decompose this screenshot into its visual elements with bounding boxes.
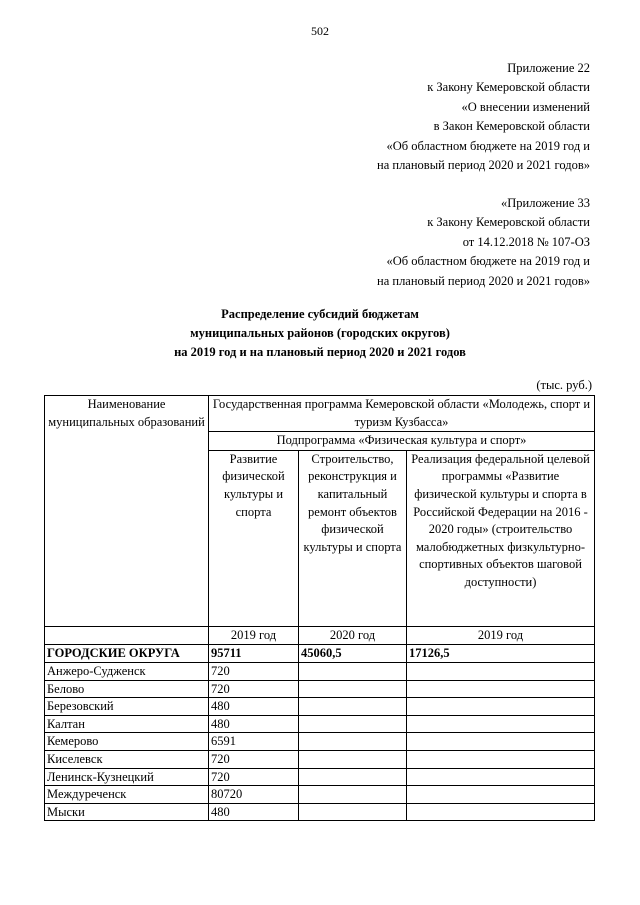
row-col1: 6591: [209, 733, 299, 751]
table-row: [45, 715, 595, 733]
row-col2: [299, 680, 407, 698]
page-number: 502: [311, 24, 329, 38]
appendix-line: на плановый период 2020 и 2021 годов»: [377, 273, 590, 288]
row-col2: [299, 715, 407, 733]
appendix-line: в Закон Кемеровской области: [433, 119, 590, 134]
row-col2: [299, 786, 407, 804]
row-col1: 720: [209, 750, 299, 768]
row-col2: [299, 768, 407, 786]
col1-header: Развитие физической культуры и спорта: [209, 450, 299, 626]
row-col3: [407, 803, 595, 821]
row-name: Киселевск: [45, 750, 209, 768]
row-col2: [299, 803, 407, 821]
table-row: [45, 750, 595, 768]
table-row: [45, 662, 595, 680]
row-name: Калтан: [45, 715, 209, 733]
row-name: Березовский: [45, 698, 209, 716]
row-col3: [407, 768, 595, 786]
row-col1: 480: [209, 715, 299, 733]
appendix-33-header: [377, 194, 590, 291]
table-row: [45, 698, 595, 716]
row-col3: [407, 733, 595, 751]
appendix-line: к Закону Кемеровской области: [427, 80, 590, 95]
row-name: ГОРОДСКИЕ ОКРУГА: [45, 645, 209, 663]
row-name: Ленинск-Кузнецкий: [45, 768, 209, 786]
col3-year: 2019 год: [407, 626, 595, 645]
units-label: (тыс. руб.): [536, 378, 592, 392]
appendix-line: Приложение 22: [507, 61, 590, 75]
appendix-line: к Закону Кемеровской области: [427, 215, 590, 230]
row-col1: 720: [209, 680, 299, 698]
title-line: муниципальных районов (городских округов): [190, 326, 450, 340]
appendix-22-header: [377, 59, 590, 175]
col1-year: 2019 год: [209, 626, 299, 645]
row-name: Анжеро-Судженск: [45, 662, 209, 680]
row-col3: [407, 698, 595, 716]
table-row: [45, 733, 595, 751]
appendix-line: на плановый период 2020 и 2021 годов»: [377, 158, 590, 173]
row-col3: [407, 662, 595, 680]
row-name: Междуреченск: [45, 786, 209, 804]
row-col2: [299, 733, 407, 751]
col2-year: 2020 год: [299, 626, 407, 645]
table-row: [45, 786, 595, 804]
table-row: [45, 768, 595, 786]
row-col2: 45060,5: [299, 645, 407, 663]
row-col2: [299, 698, 407, 716]
row-col3: [407, 750, 595, 768]
year-spacer-cell: [45, 626, 209, 645]
row-col1: 480: [209, 803, 299, 821]
appendix-line: «Приложение 33: [501, 196, 590, 210]
row-col3: 17126,5: [407, 645, 595, 663]
title-line: на 2019 год и на плановый период 2020 и 2021 годов: [174, 345, 466, 359]
name-column-header: Наименование муниципальных образований: [45, 396, 209, 627]
row-col3: [407, 786, 595, 804]
table-row: [45, 803, 595, 821]
row-col1: 720: [209, 768, 299, 786]
row-col2: [299, 662, 407, 680]
appendix-line: «Об областном бюджете на 2019 год и: [386, 138, 590, 153]
row-col2: [299, 750, 407, 768]
document-title: [0, 305, 640, 362]
row-col3: [407, 680, 595, 698]
row-name: Мыски: [45, 803, 209, 821]
title-line: Распределение субсидий бюджетам: [221, 307, 419, 321]
table-row-total: [45, 645, 595, 663]
row-col1: 80720: [209, 786, 299, 804]
table-row: [45, 680, 595, 698]
row-col1: 480: [209, 698, 299, 716]
appendix-line: «О внесении изменений: [461, 99, 590, 114]
row-col1: 720: [209, 662, 299, 680]
col2-header: Строительство, реконструкция и капитальный ремонт объектов физической культуры и спорта: [299, 450, 407, 626]
row-name: Белово: [45, 680, 209, 698]
program-header: Государственная программа Кемеровской области «Молодежь, спорт и туризм Кузбасса»: [209, 396, 595, 432]
appendix-line: «Об областном бюджете на 2019 год и: [386, 254, 590, 269]
row-col3: [407, 715, 595, 733]
row-name: Кемерово: [45, 733, 209, 751]
row-col1: 95711: [209, 645, 299, 663]
col3-header: Реализация федеральной целевой программы «Развитие физической культуры и спорта в Российской Федерации на 2016 - 2020 годы» (строительство малобюджетных физкультурно-спортивных объектов шаговой доступности): [407, 450, 595, 626]
subprogram-header: Подпрограмма «Физическая культура и спорт»: [209, 432, 595, 451]
appendix-line: от 14.12.2018 № 107-ОЗ: [462, 234, 590, 249]
subsidy-table: [44, 395, 595, 821]
